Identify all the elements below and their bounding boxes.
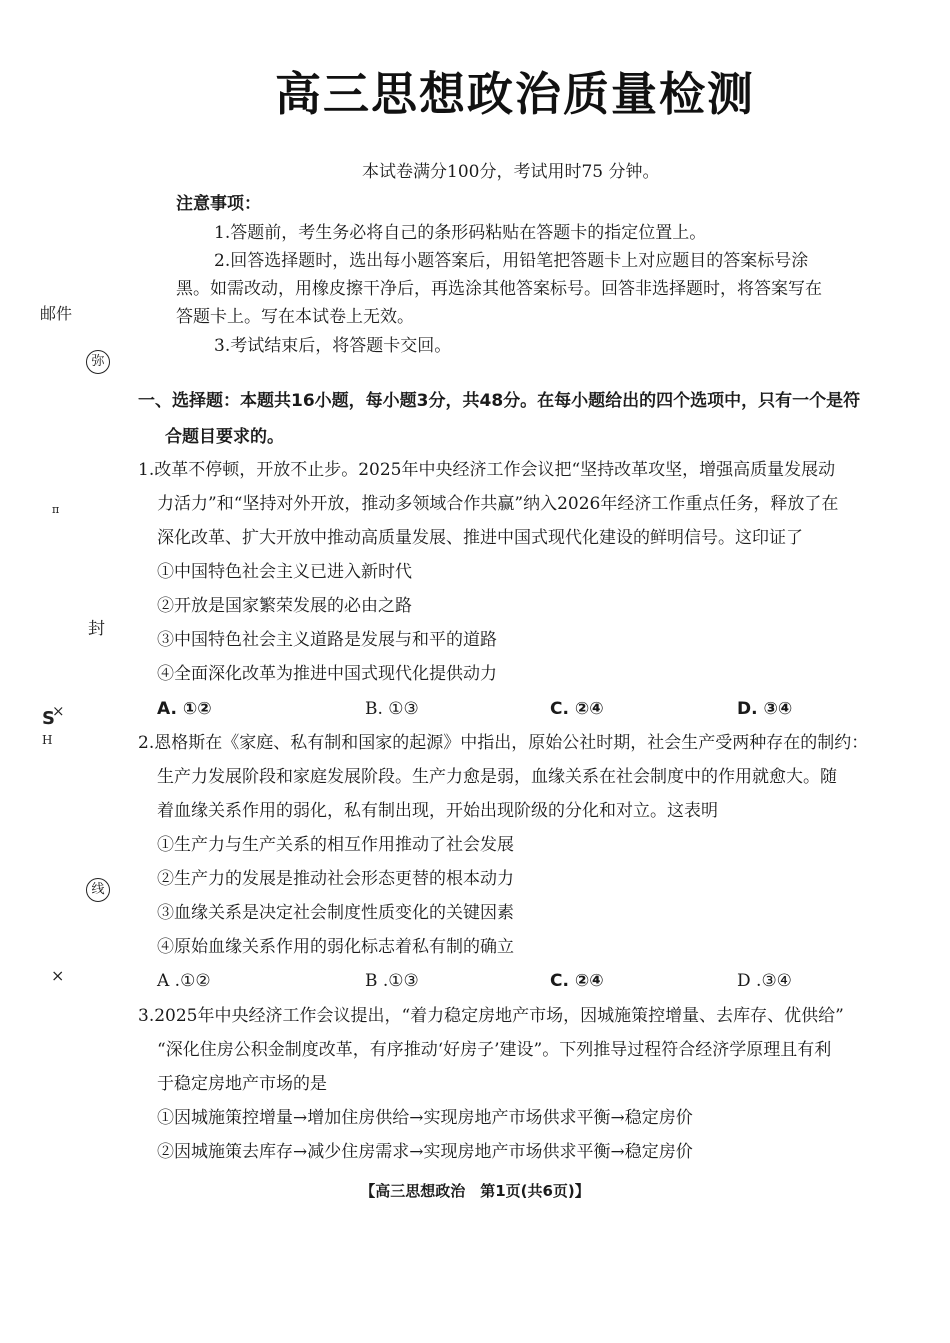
margin-xian-seal: 线 bbox=[86, 878, 110, 902]
margin-pi-mark: π bbox=[52, 503, 60, 516]
margin-h-mark: H bbox=[42, 733, 53, 747]
q2-statement-2: ②生产力的发展是推动社会形态更替的根本动力 bbox=[157, 869, 514, 889]
margin-mail-label: 邮件 bbox=[40, 304, 73, 323]
q2-statement-4: ④原始血缘关系作用的弱化标志着私有制的确立 bbox=[157, 937, 514, 957]
q3-stem-line-3: 于稳定房地产市场的是 bbox=[157, 1074, 327, 1094]
q1-statement-4: ④全面深化改革为推进中国式现代化提供动力 bbox=[157, 664, 497, 684]
q2-option-d: D .③④ bbox=[737, 971, 792, 991]
q2-statement-1: ①生产力与生产关系的相互作用推动了社会发展 bbox=[157, 835, 514, 855]
margin-mi-seal: 弥 bbox=[86, 350, 110, 374]
q2-stem-line-1: 2.恩格斯在《家庭、私有制和国家的起源》中指出，原始公社时期，社会生产受两种存在的制约： bbox=[138, 733, 869, 753]
q2-stem-line-2: 生产力发展阶段和家庭发展阶段。生产力愈是弱，血缘关系在社会制度中的作用就愈大。随 bbox=[157, 767, 837, 787]
page-footer: 【高三思想政治 第1页(共6页)】 bbox=[360, 1182, 590, 1200]
notice-item-2-line-2: 黑。如需改动，用橡皮擦干净后，再选涂其他答案标号。回答非选择题时，将答案写在 bbox=[176, 279, 822, 299]
notice-item-2-line-1: 2.回答选择题时，选出每小题答案后，用铅笔把答题卡上对应题目的答案标号涂 bbox=[214, 251, 809, 271]
q1-statement-2: ②开放是国家繁荣发展的必由之路 bbox=[157, 596, 412, 616]
q1-stem-line-2: 力活力”和“坚持对外开放，推动多领域合作共赢”纳入2026年经济工作重点任务，释放了在 bbox=[157, 494, 839, 514]
notice-item-1: 1.答题前，考生务必将自己的条形码粘贴在答题卡的指定位置上。 bbox=[214, 223, 707, 243]
notice-heading: 注意事项： bbox=[176, 194, 261, 214]
q2-option-c: C. ②④ bbox=[550, 971, 604, 991]
q1-statement-1: ①中国特色社会主义已进入新时代 bbox=[157, 562, 412, 582]
q2-option-a: A .①② bbox=[157, 971, 211, 991]
q2-statement-3: ③血缘关系是决定社会制度性质变化的关键因素 bbox=[157, 903, 514, 923]
notice-item-3: 3.考试结束后，将答题卡交回。 bbox=[214, 336, 452, 356]
q1-stem-line-1: 1.改革不停顿，开放不止步。2025年中央经济工作会议把“坚持改革攻坚，增强高质量发展动 bbox=[138, 460, 836, 480]
q1-statement-3: ③中国特色社会主义道路是发展与和平的道路 bbox=[157, 630, 497, 650]
q2-option-b: B .①③ bbox=[365, 971, 419, 991]
q3-statement-1: ①因城施策控增量→增加住房供给→实现房地产市场供求平衡→稳定房价 bbox=[157, 1108, 693, 1128]
notice-item-2-line-3: 答题卡上。写在本试卷上无效。 bbox=[176, 307, 414, 327]
q1-option-a: A. ①② bbox=[157, 699, 212, 719]
exam-info: 本试卷满分100分，考试用时75 分钟。 bbox=[362, 162, 660, 182]
section-1-header-line-2: 合题目要求的。 bbox=[165, 427, 284, 447]
margin-cross-mark: × bbox=[51, 966, 65, 985]
q3-stem-line-1: 3.2025年中央经济工作会议提出，“着力稳定房地产市场，因城施策控增量、去库存、优供给” bbox=[138, 1006, 844, 1026]
q3-stem-line-2: “深化住房公积金制度改革，有序推动‘好房子’建设”。下列推导过程符合经济学原理且有利 bbox=[157, 1040, 832, 1060]
q1-option-c: C. ②④ bbox=[550, 699, 604, 719]
q2-stem-line-3: 着血缘关系作用的弱化，私有制出现，开始出现阶级的分化和对立。这表明 bbox=[157, 801, 718, 821]
q1-option-d: D. ③④ bbox=[737, 699, 793, 719]
q1-option-b: B. ①③ bbox=[365, 699, 419, 719]
q1-stem-line-3: 深化改革、扩大开放中推动高质量发展、推进中国式现代化建设的鲜明信号。这印证了 bbox=[157, 528, 803, 548]
section-1-header-line-1: 一、选择题：本题共16小题，每小题3分，共48分。在每小题给出的四个选项中，只有一个是符 bbox=[138, 391, 861, 411]
margin-feng-label: 封 bbox=[88, 619, 105, 639]
page-title: 高三思想政治质量检测 bbox=[275, 67, 755, 121]
margin-x-mark: × bbox=[52, 702, 65, 720]
margin-s-mark: S bbox=[42, 708, 55, 729]
q3-statement-2: ②因城施策去库存→减少住房需求→实现房地产市场供求平衡→稳定房价 bbox=[157, 1142, 693, 1162]
